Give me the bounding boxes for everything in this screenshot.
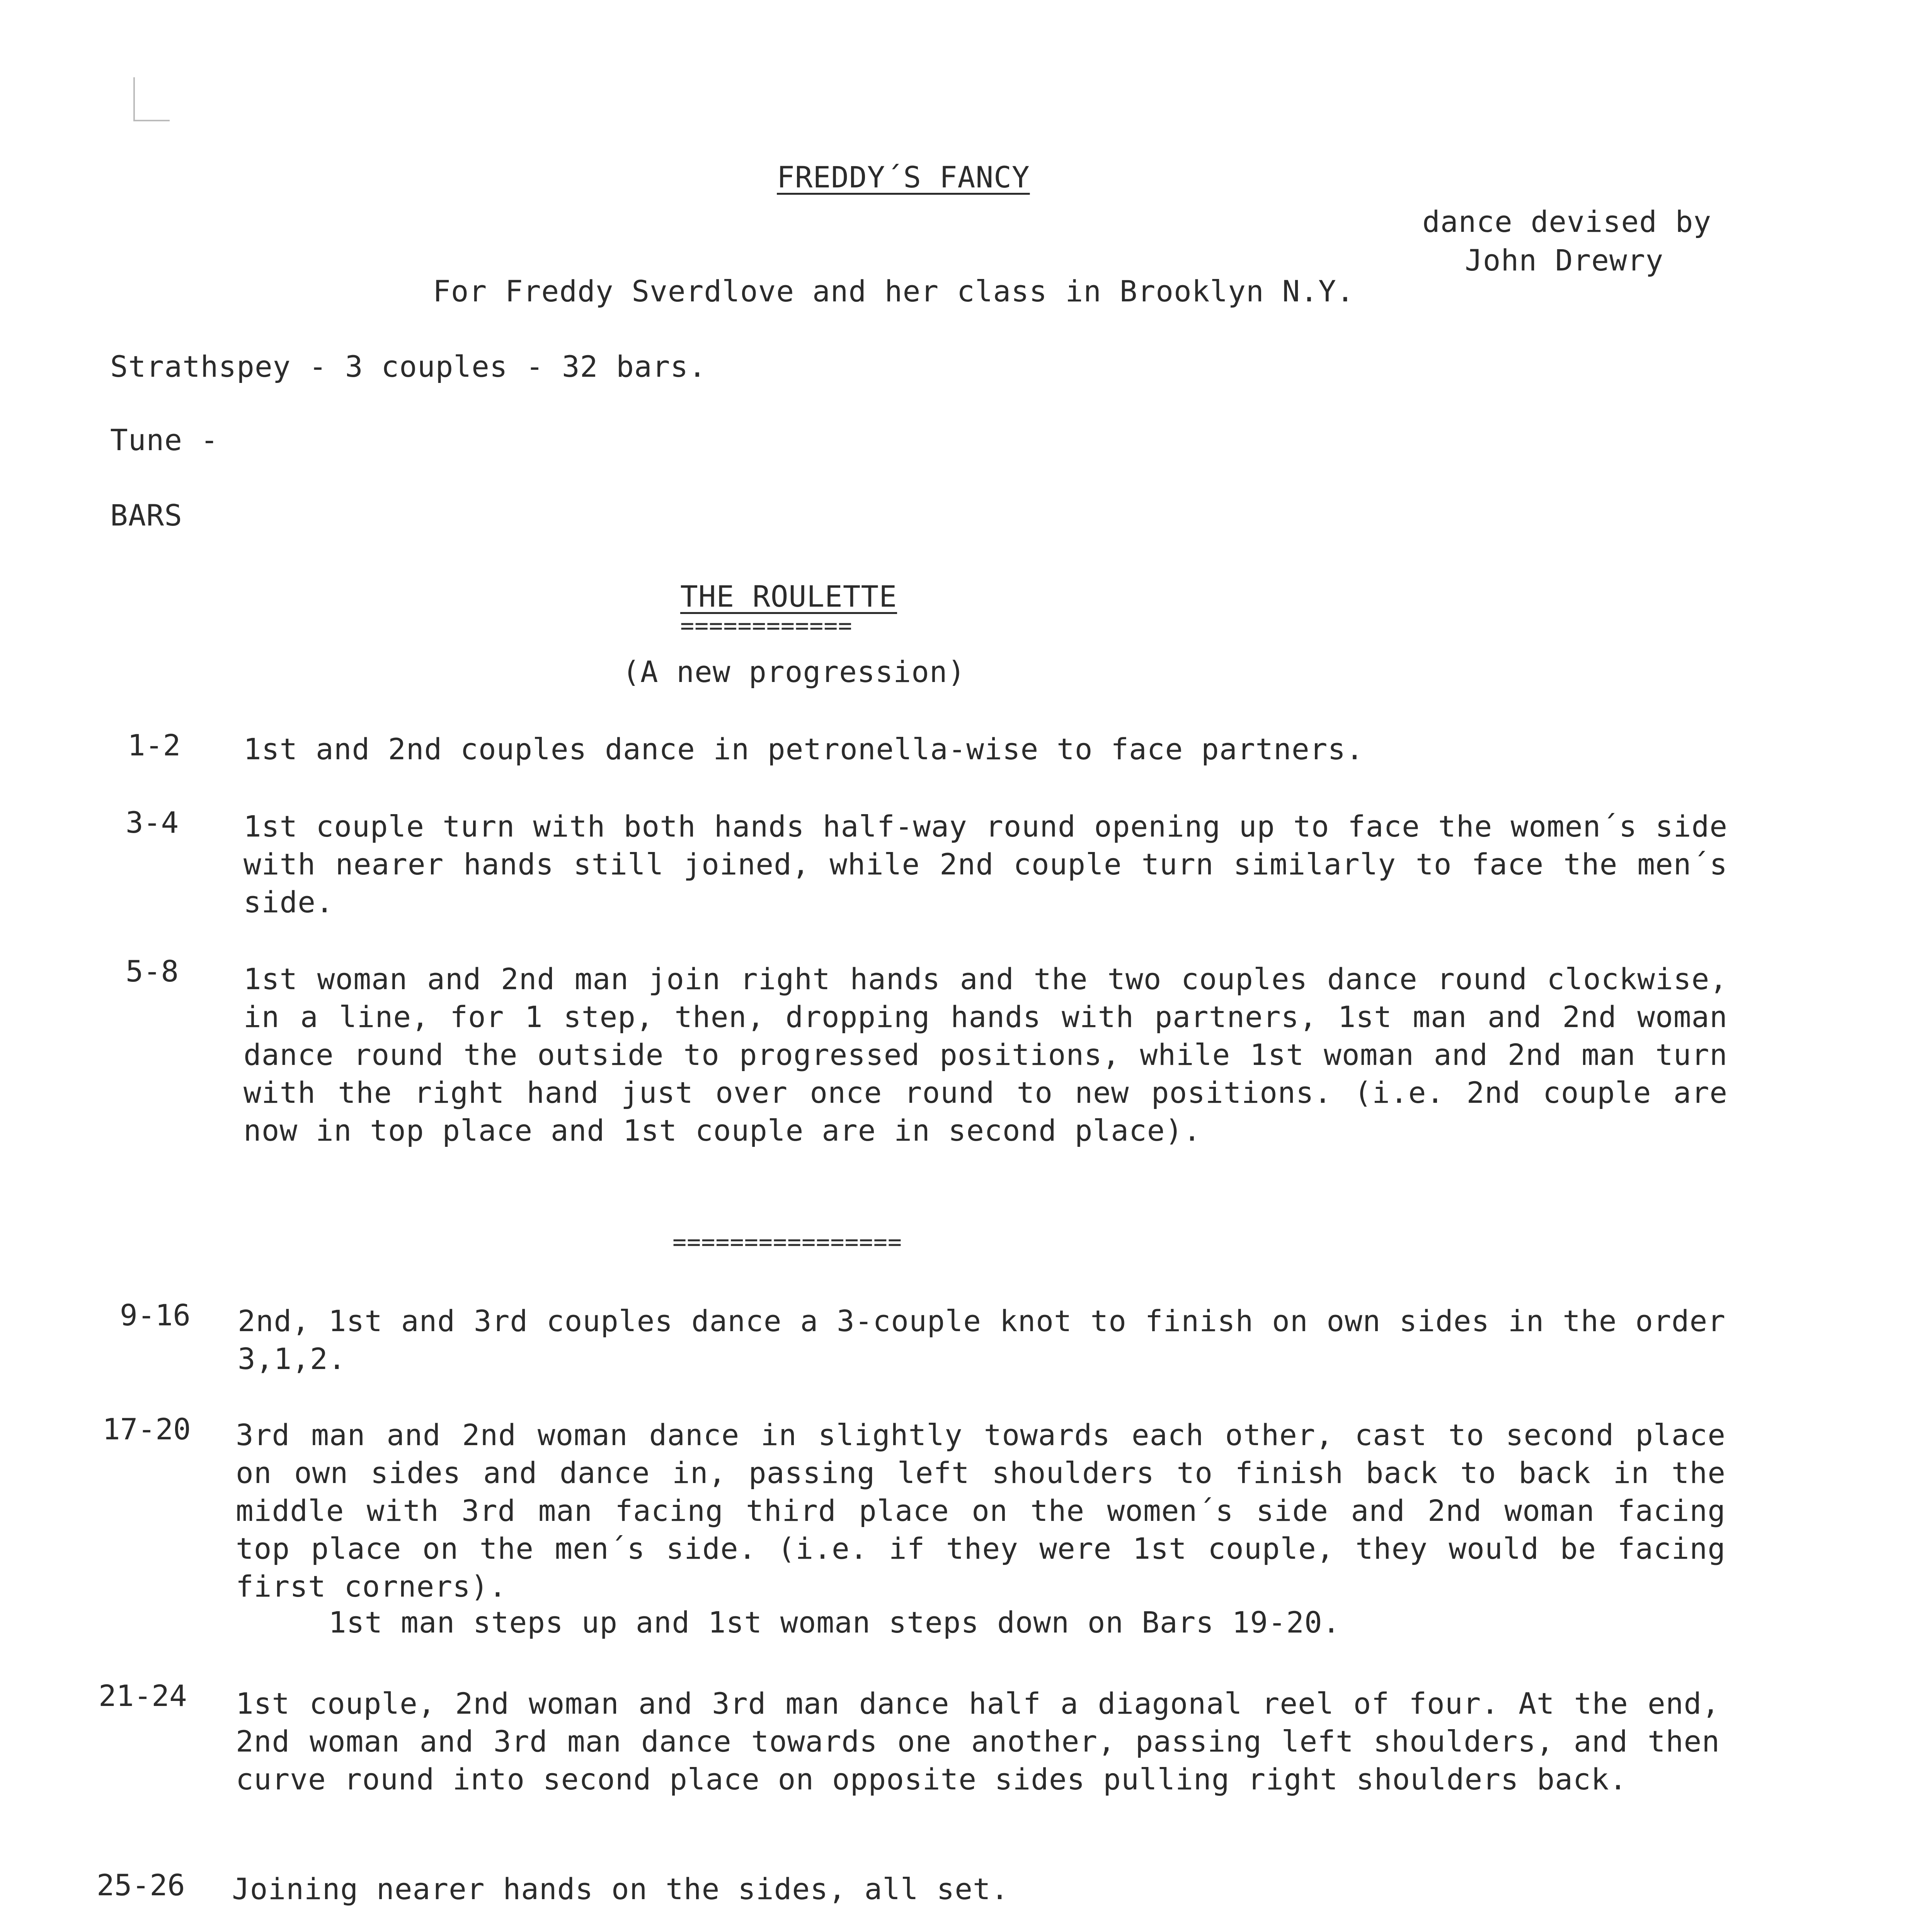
bars-label: 25-26 [97, 1868, 185, 1902]
bars-label: 9-16 [120, 1298, 191, 1332]
bars-label: 3-4 [126, 805, 179, 840]
figure-text: 1st couple turn with both hands half-way round opening up to face the women´s side with nearer hands still joined, while 2nd couple turn similarly to face the men´s side. [243, 809, 1728, 919]
bars-heading: BARS [110, 498, 183, 532]
figure-text: 1st and 2nd couples dance in petronella-wise to face partners. [243, 732, 1364, 766]
section-heading-underline: ============ [680, 612, 853, 639]
credit-line-2: John Drewry [1465, 243, 1664, 277]
section-heading: THE ROULETTE [680, 579, 897, 614]
bars-label: 5-8 [126, 954, 179, 988]
bars-label: 17-20 [102, 1412, 191, 1446]
credit-line-1: dance devised by [1422, 204, 1712, 239]
bars-label: 1-2 [128, 728, 181, 762]
pencil-mark [133, 77, 170, 121]
section-divider: ================ [672, 1229, 902, 1256]
dance-type-line: Strathspey - 3 couples - 32 bars. [110, 349, 707, 384]
figure-text: 1st woman and 2nd man join right hands and the two couples dance round clockwise, in a line, for 1 step, then, dropping hands with partners, 1st man and 2nd woman dance round the outside to progressed positions, while 1st woman and 2nd man turn with the right hand just over once round to new positions. (i.e. 2nd couple are now in top place and 1st couple are in second place). [243, 962, 1728, 1148]
figure-text: 3rd man and 2nd woman dance in slightly towards each other, cast to second place on own sides and dance in, passing left shoulders to finish back to back in the middle with 3rd man facing third place on the women´s side and 2nd woman facing top place on the men´s side. (i.e. if they were 1st couple, they would be facing first corners). [236, 1418, 1726, 1604]
figure-note: 1st man steps up and 1st woman steps down on Bars 19-20. [329, 1605, 1341, 1639]
section-subheading: (A new progression) [622, 655, 966, 689]
tune-line: Tune - [110, 423, 219, 457]
figure-text: 2nd, 1st and 3rd couples dance a 3-couple knot to finish on own sides in the order 3,1,2. [238, 1304, 1726, 1376]
figure-text: Joining nearer hands on the sides, all set. [232, 1872, 1009, 1906]
page-title: FREDDY´S FANCY [777, 160, 1030, 194]
dedication: For Freddy Sverdlove and her class in Brooklyn N.Y. [433, 274, 1355, 308]
bars-label: 21-24 [99, 1679, 187, 1713]
figure-text: 1st couple, 2nd woman and 3rd man dance half a diagonal reel of four. At the end, 2nd woman and 3rd man dance towards one another, passing left shoulders, and then curve round into second place on opposite sides pulling right shoulders back. [236, 1686, 1720, 1796]
